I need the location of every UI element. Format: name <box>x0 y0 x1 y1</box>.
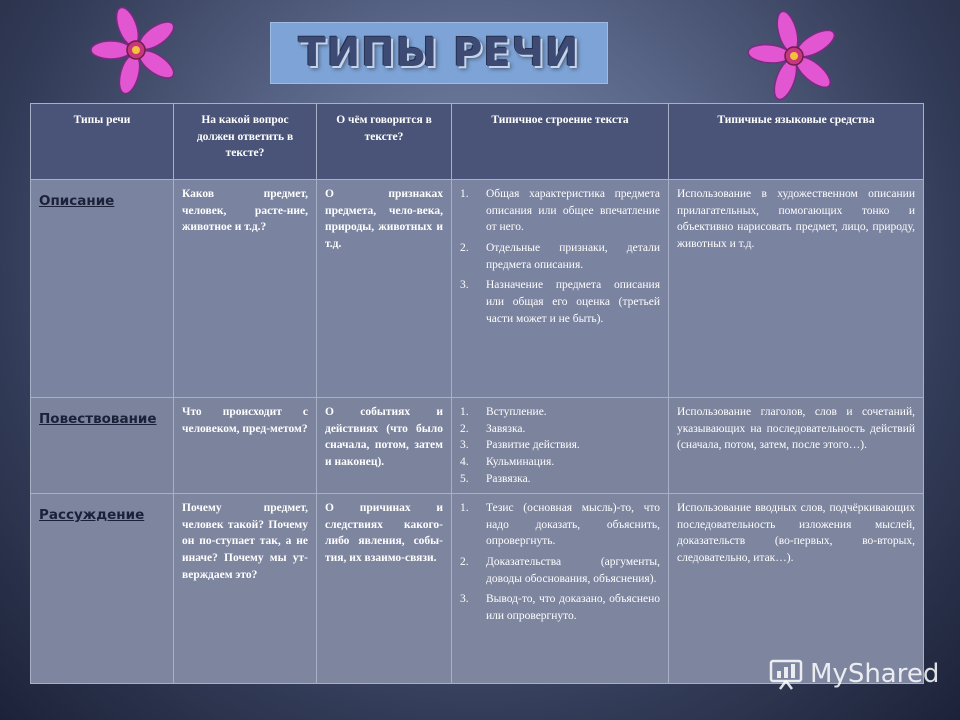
question-cell: Что происходит с человеком, пред-метом? <box>174 398 317 494</box>
myshared-watermark <box>768 654 939 694</box>
question-cell: Почему предмет, человек такой? Почему он по-ступает так, а не иначе? Почему мы ут-верждаем это? <box>174 494 317 684</box>
header-types: Типы речи <box>31 104 174 180</box>
table-header-row <box>31 104 924 180</box>
header-question: На какой вопрос должен ответить в тексте? <box>174 104 317 180</box>
about-cell: О признаках предмета, чело-века, природы, животных и т.д. <box>317 180 452 398</box>
list-item: 3. Развитие действия. <box>460 439 580 452</box>
means-cell: Использование вводных слов, подчёркивающих последовательность изложения мыслей, доказательств (во-первых, во-вторых, следовательно, итак…). <box>669 494 924 684</box>
about-cell: О событиях и действиях (что было сначала, потом, затем и наконец). <box>317 398 452 494</box>
type-name-description: Описание <box>39 193 115 209</box>
table-row <box>31 398 924 494</box>
means-cell: Использование глаголов, слов и сочетаний, указывающих на последовательность действий (сначала, потом, затем, после этого…). <box>669 398 924 494</box>
about-cell: О причинах и следствиях какого-либо явления, собы-тия, их взаимо-связи. <box>317 494 452 684</box>
list-item: 2. Завязка. <box>460 422 526 435</box>
speech-types-table <box>30 103 924 684</box>
structure-cell <box>452 398 669 494</box>
list-item: 3. Вывод-то, что доказано, объяснено или опровергнуто. <box>460 593 660 623</box>
list-item: 2. Отдельные признаки, детали предмета описания. <box>460 242 660 271</box>
type-cell <box>31 398 174 494</box>
header-about: О чём говорится в тексте? <box>317 104 452 180</box>
list-item: 3. Назначение предмета описания или общая его оценка (третьей части может и не быть). <box>460 279 660 325</box>
list-item: 1. Общая характеристика предмета описания или общее впечатление от него. <box>460 188 660 234</box>
page-title: ТИПЫ РЕЧИ <box>298 30 580 76</box>
list-item: 2. Доказательства (аргументы, доводы обоснования, объяснения). <box>460 556 660 585</box>
watermark-text: MyShared <box>810 659 940 689</box>
type-name-reasoning: Рассуждение <box>39 507 145 523</box>
list-item: 1. Вступление. <box>460 406 547 418</box>
type-name-narration: Повествование <box>39 411 157 427</box>
title-banner <box>270 22 608 84</box>
type-cell <box>31 180 174 398</box>
header-means: Типичные языковые средства <box>669 104 924 180</box>
presentation-board-icon <box>768 656 804 692</box>
list-item: 1. Тезис (основная мысль)-то, что надо доказать, объяснить, опровергнуть. <box>460 502 660 548</box>
list-item: 4. Кульминация. <box>460 456 555 469</box>
flower-left-decoration <box>86 4 186 94</box>
type-cell <box>31 494 174 684</box>
header-structure: Типичное строение текста <box>452 104 669 180</box>
structure-cell <box>452 494 669 684</box>
means-cell: Использование в художественном описании прилагательных, помогающих тонко и объективно нарисовать предмет, лицо, природу, животных и т.д. <box>669 180 924 398</box>
list-item: 5. Развязка. <box>460 472 531 485</box>
structure-cell <box>452 180 669 398</box>
question-cell: Каков предмет, человек, расте-ние, животное и т.д.? <box>174 180 317 398</box>
table-row <box>31 180 924 398</box>
flower-right-decoration <box>744 10 844 102</box>
